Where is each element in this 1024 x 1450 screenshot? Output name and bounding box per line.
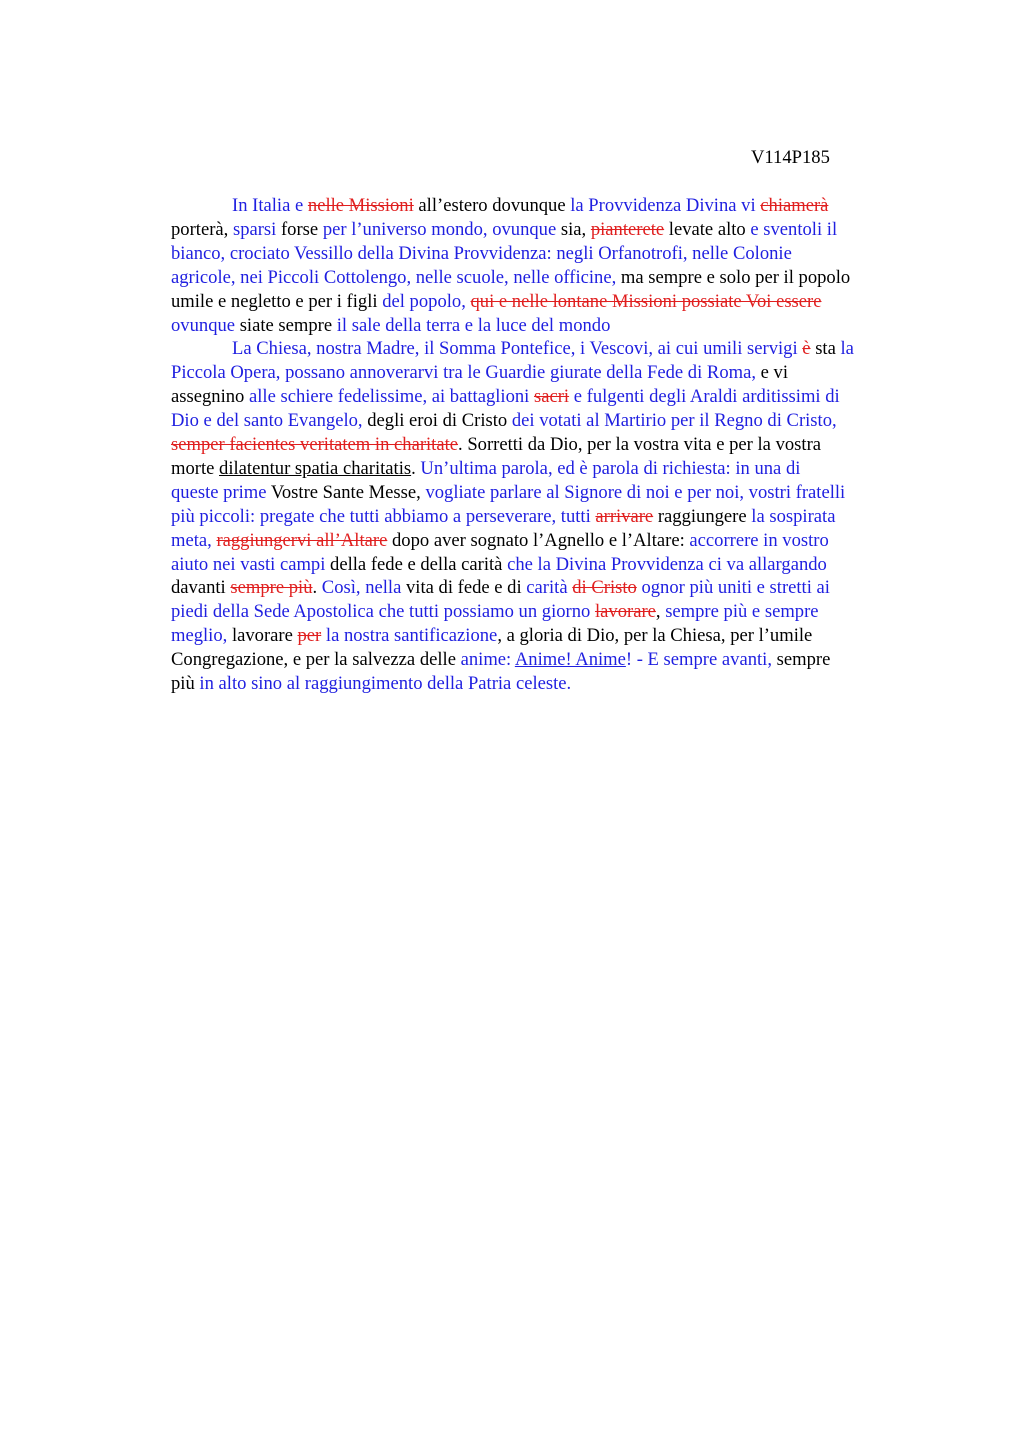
text-run: alle schiere fedelissime, ai battaglioni xyxy=(248,386,534,408)
text-run: più piccoli: pregate che tutti abbiamo a perseverare, tutti xyxy=(171,505,596,527)
text-line xyxy=(171,577,830,599)
text-run: siate sempre xyxy=(235,314,337,336)
text-run: , a gloria di Dio, per la Chiesa, per l’umile xyxy=(497,625,813,647)
text-run: piedi della Sede Apostolica che tutti possiamo un giorno xyxy=(171,601,595,623)
text-line xyxy=(171,506,835,528)
text-line xyxy=(171,410,837,432)
text-run: in alto sino al raggiungimento della Patria celeste. xyxy=(199,673,572,694)
text-run: Così, nella xyxy=(321,577,402,599)
text-line xyxy=(171,482,845,504)
text-run: . xyxy=(312,577,322,599)
text-run: aiuto nei vasti campi xyxy=(171,553,326,575)
text-run: . Sorretti da Dio, per la vostra vita e per la vostra xyxy=(458,434,822,455)
text-run: meta, xyxy=(171,529,217,551)
text-line xyxy=(171,219,837,241)
text-line xyxy=(232,338,854,360)
deleted-text: per xyxy=(297,625,322,647)
text-run: del popolo, xyxy=(382,290,471,312)
text-run: la nostra santificazione xyxy=(321,625,498,647)
text-line xyxy=(171,291,822,313)
text-run: sempre xyxy=(771,649,831,671)
text-run: che la Divina Provvidenza ci va allargando xyxy=(507,553,827,575)
text-run: forse xyxy=(276,218,323,240)
text-run: In Italia e xyxy=(232,195,308,216)
deleted-text: qui e nelle lontane Missioni possiate Voi essere xyxy=(470,290,822,312)
text-run: agricole, nei Piccoli Cottolengo, nelle scuole, nelle officine, xyxy=(171,266,617,288)
text-run: e fulgenti degli Araldi arditissimi di xyxy=(569,386,840,408)
text-run: per l’universo mondo, ovunque xyxy=(322,218,557,240)
text-run: la sospirata xyxy=(751,505,836,527)
text-run: più xyxy=(171,673,200,694)
text-run: la xyxy=(840,338,854,360)
deleted-text: semper facientes veritatem in charitate xyxy=(171,434,459,455)
deleted-text: sacri xyxy=(533,386,570,408)
text-run: carità xyxy=(526,577,573,599)
deleted-text: di Cristo xyxy=(572,577,637,599)
text-run: vogliate parlare al Signore di noi e per noi, vostri fratelli xyxy=(425,481,846,503)
text-run: il sale della terra e la luce del mondo xyxy=(336,314,611,336)
text-run: Un’ultima parola, ed è parola di richiesta: in una di xyxy=(420,457,801,479)
text-run: sia, xyxy=(556,218,591,240)
text-line xyxy=(171,649,830,671)
text-run: sempre più e sempre xyxy=(665,601,819,623)
text-run: dei votati al Martirio per il Regno di Cristo, xyxy=(511,410,837,432)
text-run: e vi xyxy=(755,362,788,384)
text-run: sparsi xyxy=(232,218,277,240)
deleted-text: arrivare xyxy=(595,505,654,527)
text-run: porterà, xyxy=(171,218,233,240)
text-run: La Chiesa, nostra Madre, il Somma Pontefice, i Vescovi, ai cui umili servigi xyxy=(232,338,803,360)
deleted-text: chiamerà xyxy=(760,195,829,216)
text-line xyxy=(171,530,829,552)
text-line xyxy=(171,625,812,647)
text-run: della fede e della carità xyxy=(325,553,508,575)
deleted-text: pianterete xyxy=(590,218,665,240)
text-run: Vostre Sante Messe, xyxy=(266,481,426,503)
text-run: morte xyxy=(171,457,220,479)
text-line xyxy=(171,386,840,408)
text-run: e sventoli il xyxy=(750,218,838,240)
text-run: bianco, crociato Vessillo della Divina Provvidenza: negli Orfanotrofi, nelle Colonie xyxy=(171,242,792,264)
text-run: assegnino xyxy=(171,386,249,408)
deleted-text: raggiungervi all’Altare xyxy=(216,529,388,551)
text-run: Dio e del santo Evangelo, xyxy=(171,410,363,432)
text-run: davanti xyxy=(171,577,231,599)
text-run: anime: xyxy=(460,649,515,671)
text-run: ovunque xyxy=(171,314,236,336)
text-run: levate alto xyxy=(664,218,751,240)
deleted-text: è xyxy=(802,338,811,360)
text-run: ognor più uniti e stretti ai xyxy=(636,577,830,599)
text-run: raggiungere xyxy=(653,505,752,527)
text-run: lavorare xyxy=(227,625,298,647)
text-run: . xyxy=(411,457,421,479)
text-line xyxy=(171,554,827,576)
text-run: Piccola Opera, possano annoverarvi tra le Guardie giurate della Fede di Roma, xyxy=(171,362,756,384)
text-run: meglio, xyxy=(171,625,228,647)
deleted-text: lavorare xyxy=(594,601,656,623)
text-run: la Provvidenza Divina vi xyxy=(570,195,761,216)
text-line xyxy=(171,434,821,456)
text-line xyxy=(232,195,828,217)
text-run: degli eroi di Cristo xyxy=(362,410,512,432)
text-line xyxy=(171,458,800,480)
text-line xyxy=(171,267,850,289)
text-run: umile e negletto e per i figli xyxy=(171,290,383,312)
text-run: queste prime xyxy=(171,481,267,503)
page-identifier: V114P185 xyxy=(751,147,830,168)
text-run: all’estero dovunque xyxy=(413,195,571,216)
text-line xyxy=(171,243,792,265)
text-run: sta xyxy=(810,338,841,360)
text-line xyxy=(171,673,571,695)
text-run: vita di fede e di xyxy=(401,577,527,599)
deleted-text: nelle Missioni xyxy=(307,195,414,216)
text-run: , xyxy=(655,601,666,623)
text-run: accorrere in vostro xyxy=(689,529,829,551)
text-run: dopo aver sognato l’Agnello e l’Altare: xyxy=(387,529,690,551)
text-line xyxy=(171,315,610,337)
deleted-text: sempre più xyxy=(230,577,313,599)
text-line xyxy=(171,362,788,384)
text-run: dilatentur spatia charitatis xyxy=(219,457,412,479)
text-run: Congregazione, e per la salvezza delle xyxy=(171,649,461,671)
text-line xyxy=(171,601,819,623)
text-run: ! - E sempre avanti, xyxy=(625,649,772,671)
text-run: ma sempre e solo per il popolo xyxy=(616,266,851,288)
text-run: Anime! Anime xyxy=(514,649,626,671)
